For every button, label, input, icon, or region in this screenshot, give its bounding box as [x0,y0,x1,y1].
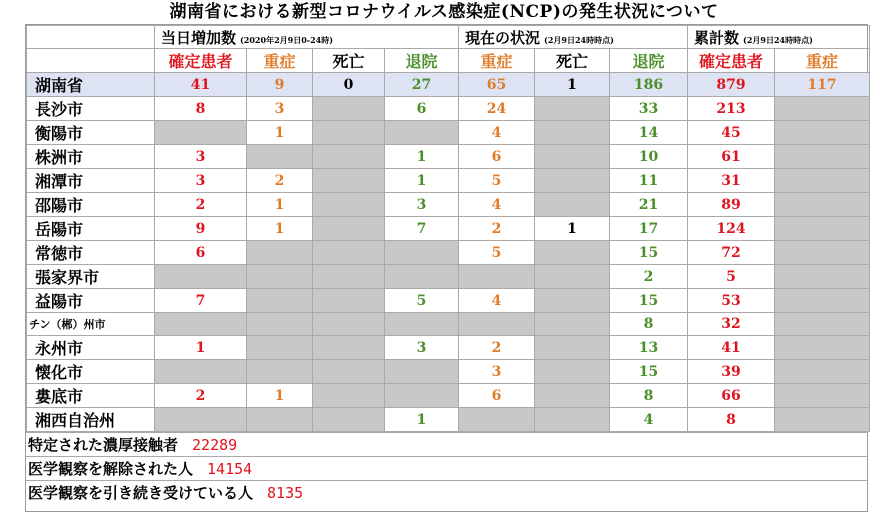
value-daily-recovered: 1 [385,169,459,193]
group-label: 累計数 [694,28,740,47]
empty-cell [313,265,385,289]
empty-cell [775,313,870,336]
region-name: 懐化市 [27,360,155,384]
value-daily-recovered: 1 [385,408,459,432]
value-daily-recovered: 7 [385,217,459,241]
empty-cell [535,360,610,384]
value-current-severe: 5 [459,169,535,193]
value-current-recovered: 8 [610,384,688,408]
value-total-confirmed: 39 [688,360,775,384]
column-header-daily-confirmed: 確定患者 [155,49,247,73]
column-header-daily-death: 死亡 [313,49,385,73]
value-daily-recovered: 6 [385,97,459,121]
value-total-confirmed: 8 [688,408,775,432]
city-row [27,289,870,313]
empty-cell [775,336,870,360]
value-total-confirmed: 32 [688,313,775,336]
value-total-confirmed: 879 [688,73,775,97]
empty-cell [155,360,247,384]
corner-cell [27,26,155,49]
value-total-confirmed: 41 [688,336,775,360]
city-row [27,408,870,432]
value-total-confirmed: 61 [688,145,775,169]
value-total-confirmed: 213 [688,97,775,121]
empty-cell [535,289,610,313]
value-daily-severe: 1 [247,193,313,217]
empty-cell [459,408,535,432]
region-name: 永州市 [27,336,155,360]
empty-cell [313,408,385,432]
empty-cell [535,169,610,193]
value-current-severe: 5 [459,241,535,265]
city-row [27,145,870,169]
empty-cell [247,360,313,384]
summary-line [26,456,867,480]
value-current-recovered: 186 [610,73,688,97]
value-daily-confirmed: 8 [155,97,247,121]
empty-cell [535,241,610,265]
value-current-severe: 4 [459,121,535,145]
value-daily-recovered: 1 [385,145,459,169]
value-current-recovered: 15 [610,289,688,313]
city-row [27,241,870,265]
summary-label: 医学観察を解除された人 [28,460,194,478]
empty-cell [459,265,535,289]
value-total-confirmed: 72 [688,241,775,265]
group-header-daily [155,26,459,49]
group-header-cumulative [688,26,870,49]
region-name: 衡陽市 [27,121,155,145]
empty-cell [775,121,870,145]
value-total-confirmed: 124 [688,217,775,241]
empty-cell [313,360,385,384]
empty-cell [775,241,870,265]
value-total-confirmed: 5 [688,265,775,289]
empty-cell [535,121,610,145]
value-current-severe: 4 [459,193,535,217]
value-current-death: 1 [535,73,610,97]
column-header-current-death: 死亡 [535,49,610,73]
empty-cell [313,313,385,336]
group-note: (2月9日24時時点) [544,34,614,45]
value-daily-confirmed: 6 [155,241,247,265]
empty-cell [313,169,385,193]
empty-cell [247,289,313,313]
region-name: 湖南省 [27,73,155,97]
value-current-recovered: 15 [610,360,688,384]
empty-cell [775,193,870,217]
city-row [27,193,870,217]
summary-line [26,432,867,456]
sub-header-row [27,49,870,73]
empty-cell [775,265,870,289]
empty-cell [775,97,870,121]
empty-cell [535,313,610,336]
value-daily-severe: 3 [247,97,313,121]
city-row [27,336,870,360]
value-current-death: 1 [535,217,610,241]
value-daily-severe: 9 [247,73,313,97]
empty-cell [155,121,247,145]
value-total-confirmed: 89 [688,193,775,217]
summary-label: 医学観察を引き続き受けている人 [28,484,254,502]
value-current-recovered: 15 [610,241,688,265]
value-current-severe: 6 [459,384,535,408]
region-name: 常徳市 [27,241,155,265]
city-row [27,313,870,336]
empty-cell [385,360,459,384]
province-row [27,73,870,97]
value-daily-confirmed: 2 [155,193,247,217]
region-name: チン（郴）州市 [27,313,155,336]
region-name: 湘西自治州 [27,408,155,432]
city-row [27,384,870,408]
empty-cell [535,408,610,432]
empty-cell [247,241,313,265]
empty-cell [775,289,870,313]
empty-cell [155,265,247,289]
value-daily-severe: 1 [247,217,313,241]
empty-cell [313,384,385,408]
region-name: 張家界市 [27,265,155,289]
empty-cell [775,360,870,384]
summary-value: 14154 [207,460,253,478]
summary-value: 22289 [192,436,238,454]
empty-cell [775,217,870,241]
group-note: (2月9日24時時点) [743,34,813,45]
empty-cell [535,145,610,169]
summary-line [26,480,867,504]
statistics-table [26,25,870,432]
region-name: 邵陽市 [27,193,155,217]
value-current-recovered: 8 [610,313,688,336]
empty-cell [247,408,313,432]
empty-cell [247,145,313,169]
empty-cell [313,97,385,121]
empty-cell [385,121,459,145]
value-total-confirmed: 66 [688,384,775,408]
value-current-severe: 2 [459,336,535,360]
value-daily-recovered: 3 [385,193,459,217]
empty-cell [313,336,385,360]
empty-cell [313,289,385,313]
empty-cell [247,336,313,360]
region-name: 婁底市 [27,384,155,408]
value-current-recovered: 13 [610,336,688,360]
value-current-severe: 3 [459,360,535,384]
empty-cell [155,408,247,432]
empty-cell [775,169,870,193]
value-daily-recovered: 27 [385,73,459,97]
value-current-recovered: 33 [610,97,688,121]
value-current-recovered: 14 [610,121,688,145]
empty-cell [247,313,313,336]
value-daily-severe: 2 [247,169,313,193]
city-row [27,121,870,145]
empty-cell [313,145,385,169]
empty-cell [313,241,385,265]
city-row [27,265,870,289]
city-row [27,360,870,384]
group-note: (2020年2月9日0-24時) [240,34,334,45]
empty-cell [313,217,385,241]
value-daily-severe: 1 [247,384,313,408]
value-current-severe: 24 [459,97,535,121]
empty-cell [775,145,870,169]
column-header-daily-recovered: 退院 [385,49,459,73]
value-daily-confirmed: 41 [155,73,247,97]
empty-cell [535,336,610,360]
empty-cell [535,193,610,217]
value-daily-confirmed: 3 [155,169,247,193]
statistics-sheet [25,24,868,512]
value-current-severe: 2 [459,217,535,241]
group-label: 当日増加数 [161,28,237,47]
value-daily-confirmed: 2 [155,384,247,408]
value-current-severe: 6 [459,145,535,169]
value-total-confirmed: 31 [688,169,775,193]
value-current-severe: 65 [459,73,535,97]
empty-cell [313,121,385,145]
value-current-recovered: 17 [610,217,688,241]
empty-cell [535,97,610,121]
value-current-recovered: 2 [610,265,688,289]
empty-cell [775,408,870,432]
value-daily-recovered: 5 [385,289,459,313]
value-daily-severe: 1 [247,121,313,145]
value-current-recovered: 10 [610,145,688,169]
empty-cell [535,384,610,408]
value-current-recovered: 11 [610,169,688,193]
empty-cell [313,193,385,217]
group-header-current [459,26,688,49]
value-daily-death: 0 [313,73,385,97]
city-row [27,217,870,241]
empty-cell [385,384,459,408]
empty-cell [385,313,459,336]
region-name: 長沙市 [27,97,155,121]
empty-cell [385,265,459,289]
value-daily-recovered: 3 [385,336,459,360]
column-header-current-recovered: 退院 [610,49,688,73]
empty-cell [385,241,459,265]
value-daily-confirmed: 3 [155,145,247,169]
value-daily-confirmed: 9 [155,217,247,241]
value-daily-confirmed: 1 [155,336,247,360]
column-header-total-severe: 重症 [775,49,870,73]
city-row [27,169,870,193]
group-label: 現在の状況 [465,28,541,47]
value-total-confirmed: 45 [688,121,775,145]
corner-cell [27,49,155,73]
empty-cell [247,265,313,289]
empty-cell [535,265,610,289]
empty-cell [775,384,870,408]
page-title: 湖南省における新型コロナウイルス感染症(NCP)の発生状況について [169,2,719,22]
group-header-row [27,26,870,49]
value-current-recovered: 4 [610,408,688,432]
column-header-total-confirmed: 確定患者 [688,49,775,73]
value-daily-confirmed: 7 [155,289,247,313]
value-current-recovered: 21 [610,193,688,217]
city-row [27,97,870,121]
column-header-current-severe: 重症 [459,49,535,73]
region-name: 株洲市 [27,145,155,169]
summary-value: 8135 [267,484,304,502]
region-name: 益陽市 [27,289,155,313]
column-header-daily-severe: 重症 [247,49,313,73]
region-name: 湘潭市 [27,169,155,193]
value-total-severe: 117 [775,73,870,97]
summary-label: 特定された濃厚接触者 [28,436,179,454]
region-name: 岳陽市 [27,217,155,241]
value-current-severe: 4 [459,289,535,313]
empty-cell [459,313,535,336]
value-total-confirmed: 53 [688,289,775,313]
empty-cell [155,313,247,336]
